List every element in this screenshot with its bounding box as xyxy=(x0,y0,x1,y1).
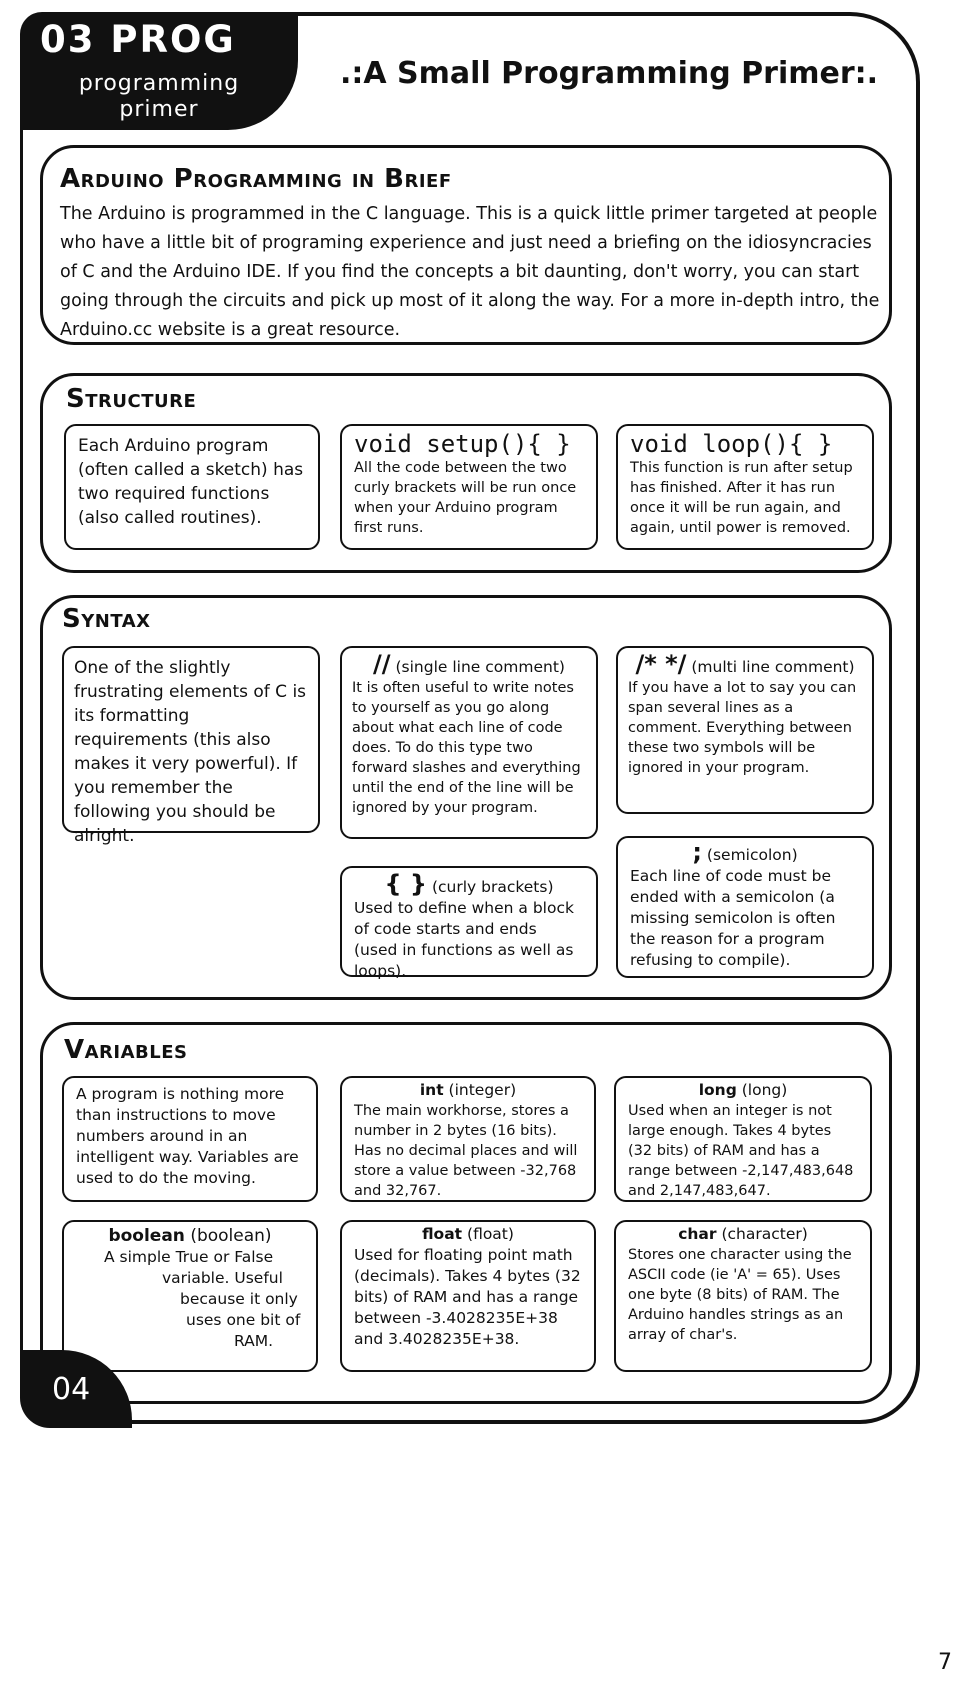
char-desc: Stores one character using the ASCII code (ie 'A' = 65). Uses one byte (8 bits) of RAM. The Arduino handles strings as an array of char's. xyxy=(628,1247,852,1343)
chapter-tab xyxy=(20,12,298,130)
structure-heading: Structure xyxy=(66,384,197,414)
section-number: 04 xyxy=(52,1372,91,1407)
page-title: .:A Small Programming Primer:. xyxy=(340,56,879,91)
structure-intro: Each Arduino program (often called a sketch) has two required functions (also called routines). xyxy=(64,424,320,550)
semicolon-symbol: ; xyxy=(692,838,702,866)
loop-desc: This function is run after setup has finished. After it has run once it will be run again, and again, until power is removed. xyxy=(630,460,853,536)
char-label: (character) xyxy=(721,1225,808,1243)
loop-box xyxy=(616,424,874,550)
multi-comment-label: (multi line comment) xyxy=(691,658,855,676)
syntax-intro: One of the slightly frustrating elements of C is its formatting requirements (this also makes it very powerful). If you remember the following you should be alright. xyxy=(62,646,320,833)
variables-heading: Variables xyxy=(64,1035,188,1065)
semicolon-box xyxy=(616,836,874,978)
loop-code: void loop(){ } xyxy=(630,430,833,458)
semicolon-desc: Each line of code must be ended with a semicolon (a missing semicolon is often the reason for a program refusing to compile). xyxy=(630,867,836,969)
long-desc: Used when an integer is not large enough. Takes 4 bytes (32 bits) of RAM and has a range between -2,147,483,648 and 2,147,483,647. xyxy=(628,1103,854,1199)
curly-box xyxy=(340,866,598,980)
int-label: (integer) xyxy=(448,1081,517,1099)
int-box xyxy=(340,1076,596,1202)
boolean-box xyxy=(62,1220,318,1372)
chapter-tab-number: 03 PROG xyxy=(40,18,236,61)
setup-desc: All the code between the two curly brackets will be run once when your Arduino program first runs. xyxy=(354,460,577,536)
brief-text: The Arduino is programmed in the C language. This is a quick little primer targeted at people who have a little bit of programing experience and just need a briefing on the idiosyncracies of C and the Arduino IDE. If you find the concepts a bit daunting, don't worry, you can start going through the circuits and pick up most of it along the way. For a more in-depth intro, the Arduino.cc website is a great resource. xyxy=(60,204,880,340)
boolean-desc-1: A simple True or False xyxy=(104,1248,274,1266)
curly-symbol: { } xyxy=(384,870,427,898)
page-number: 7 xyxy=(938,1650,952,1675)
syntax-heading: Syntax xyxy=(62,604,151,634)
variables-intro: A program is nothing more than instructions to move numbers around in an intelligent way. Variables are used to do the moving. xyxy=(62,1076,318,1202)
setup-box xyxy=(340,424,598,550)
setup-code: void setup(){ } xyxy=(354,430,571,458)
multi-comment-symbol: /* */ xyxy=(635,650,687,678)
boolean-label: (boolean) xyxy=(190,1226,272,1246)
boolean-desc-3: because it only xyxy=(180,1290,298,1308)
char-box xyxy=(614,1220,872,1372)
boolean-name: boolean xyxy=(108,1226,185,1246)
boolean-desc-5: RAM. xyxy=(234,1332,274,1350)
curly-desc: Used to define when a block of code starts and ends (used in functions as well as loops). xyxy=(354,899,574,980)
float-box xyxy=(340,1220,596,1372)
chapter-tab-sub2: primer xyxy=(119,97,199,122)
boolean-desc-2: variable. Useful xyxy=(162,1269,283,1287)
long-box xyxy=(614,1076,872,1202)
int-desc: The main workhorse, stores a number in 2 bytes (16 bits). Has no decimal places and will store a value between -32,768 and 32,767. xyxy=(354,1103,578,1199)
int-name: int xyxy=(419,1081,444,1099)
multi-comment-box xyxy=(616,646,874,814)
single-comment-box xyxy=(340,646,598,839)
single-comment-label: (single line comment) xyxy=(395,658,565,676)
long-label: (long) xyxy=(741,1081,788,1099)
semicolon-label: (semicolon) xyxy=(706,846,798,864)
float-label: (float) xyxy=(467,1225,514,1243)
char-name: char xyxy=(678,1225,717,1243)
float-desc: Used for floating point math (decimals). Takes 4 bytes (32 bits) of RAM and has a range between -3.4028235E+38 and 3.4028235E+38. xyxy=(354,1246,581,1348)
curly-label: (curly brackets) xyxy=(431,878,554,896)
chapter-tab-sub1: programming xyxy=(78,71,240,96)
long-name: long xyxy=(698,1081,737,1099)
boolean-desc-4: uses one bit of xyxy=(186,1311,301,1329)
multi-comment-desc: If you have a lot to say you can span several lines as a comment. Everything between these two symbols will be ignored in your program. xyxy=(628,680,857,776)
single-comment-desc: It is often useful to write notes to yourself as you go along about what each line of code does. To do this type two forward slashes and everything until the end of the line will be ignored by your program. xyxy=(352,680,581,816)
float-name: float xyxy=(422,1225,463,1243)
single-comment-symbol: // xyxy=(373,650,391,678)
brief-heading: Arduino Programming in Brief xyxy=(60,164,452,194)
